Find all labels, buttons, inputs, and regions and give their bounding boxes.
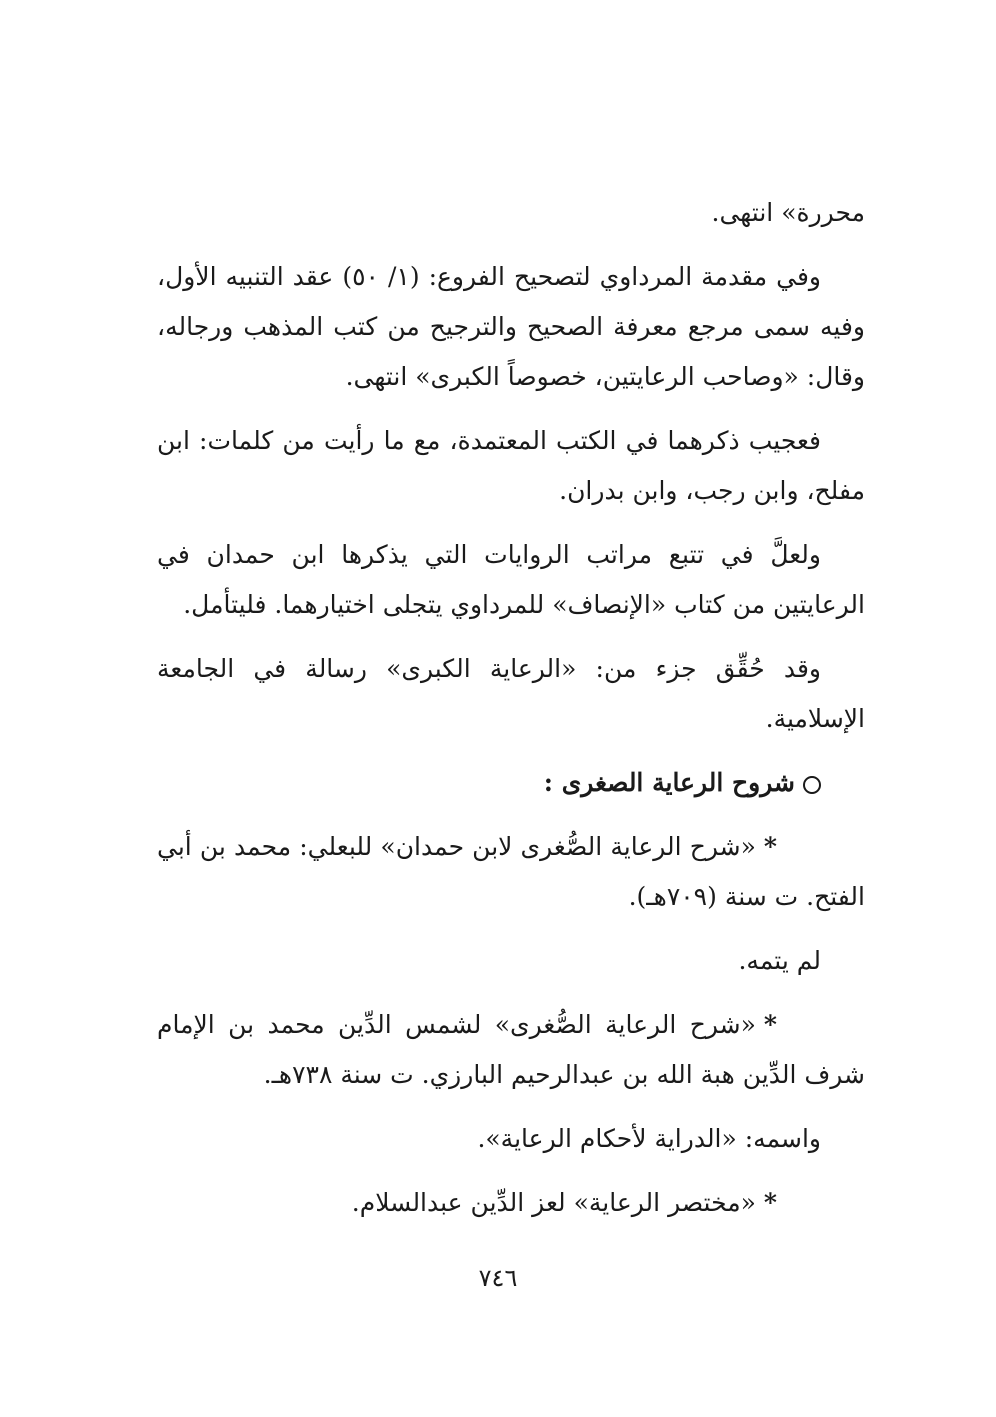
star-bullet-icon: *	[763, 1188, 777, 1217]
paragraph-6-text: «شرح الرعاية الصُّغرى لابن حمدان» للبعلي: محمد بن أبي الفتح. ت سنة (٧٠٩هـ).	[157, 832, 865, 911]
paragraph-4: ولعلَّ في تتبع مراتب الروايات التي يذكرها ابن حمدان في الرعايتين من كتاب «الإنصاف» للمرداوي يتجلى اختيارهما. فليتأمل.	[157, 540, 865, 619]
paragraph-9: واسمه: «الدراية لأحكام الرعاية».	[477, 1124, 821, 1153]
star-bullet-icon: *	[763, 832, 777, 861]
paragraph-10	[157, 1178, 865, 1228]
paragraph-6	[157, 822, 865, 922]
paragraph-2: وفي مقدمة المرداوي لتصحيح الفروع: (١/ ٥٠) عقد التنبيه الأول، وفيه سمى مرجع معرفة الصحيح والترجيح من كتب المذهب ورجاله، وقال: «وصاحب الرعايتين، خصوصاً الكبرى» انتهى.	[157, 262, 865, 391]
paragraph-7: لم يتمه.	[738, 946, 821, 975]
section-heading-text: شروح الرعاية الصغرى :	[543, 768, 795, 797]
page-number: ٧٤٦	[478, 1264, 518, 1292]
paragraph-5: وقد حُقِّق جزء من: «الرعاية الكبرى» رسالة في الجامعة الإسلامية.	[157, 654, 865, 733]
star-bullet-icon: *	[763, 1010, 777, 1039]
paragraph-1: محررة» انتهى.	[711, 198, 865, 227]
body-text	[157, 188, 865, 1242]
paragraph-8	[157, 1000, 865, 1100]
paragraph-10-text: «مختصر الرعاية» لعز الدِّين عبدالسلام.	[351, 1188, 756, 1217]
paragraph-3: فعجيب ذكرهما في الكتب المعتمدة، مع ما رأيت من كلمات: ابن مفلح، وابن رجب، وابن بدران.	[157, 426, 865, 505]
paragraph-8-text: «شرح الرعاية الصُّغرى» لشمس الدِّين محمد بن الإمام شرف الدِّين هبة الله بن عبدالرحيم البارزي. ت سنة ٧٣٨هـ.	[157, 1010, 865, 1089]
circle-bullet-icon	[803, 776, 821, 794]
section-heading	[157, 758, 865, 808]
